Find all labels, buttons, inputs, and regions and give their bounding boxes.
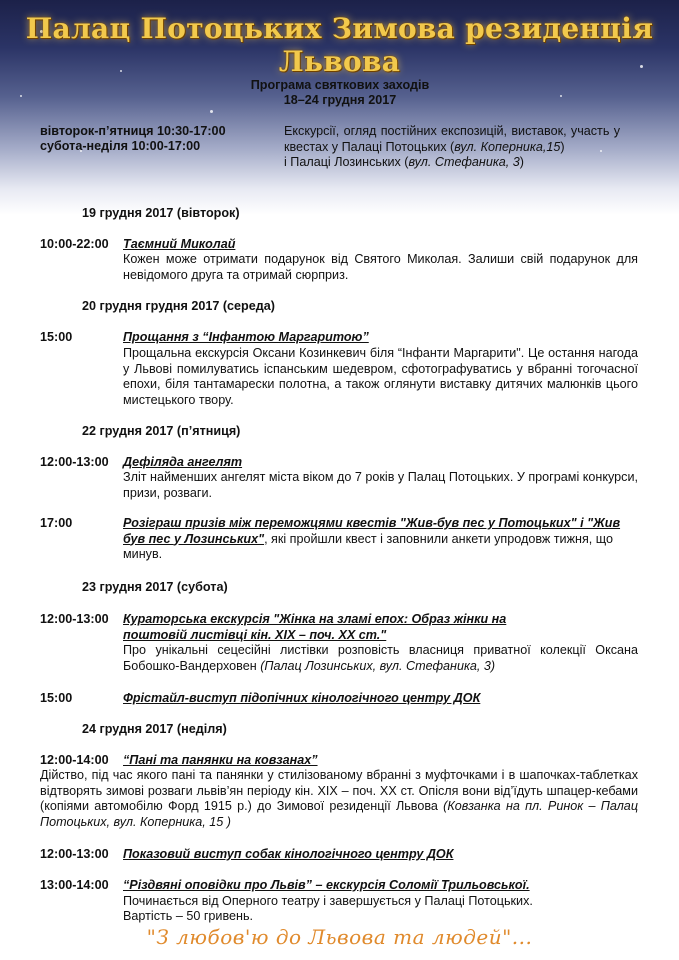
event-time: 15:00 <box>40 691 73 705</box>
event-title: “Різдвяні оповідки про Львів” – екскурсія Соломії Трильовської. <box>123 878 530 892</box>
day-heading: 23 грудня 2017 (субота) <box>82 580 228 594</box>
page-title: Палац Потоцьких Зимова резиденція Львова <box>25 12 654 78</box>
snowflake-icon <box>210 110 213 113</box>
event-block <box>123 612 638 674</box>
program-dates: 18–24 грудня 2017 <box>283 93 397 107</box>
program-title: Програма святкових заходів <box>250 78 430 92</box>
event-time: 12:00-13:00 <box>40 847 109 861</box>
event-time: 12:00-13:00 <box>40 612 109 626</box>
hours-weekdays: вівторок-п’ятниця 10:30-17:00 <box>40 124 226 138</box>
day-heading: 24 грудня 2017 (неділя) <box>82 722 227 736</box>
event-description: , які пройшли квест і заповнили анкети упродовж тижня, що минув. <box>123 531 614 561</box>
event-time: 10:00-22:00 <box>40 237 109 251</box>
event-address: (Палац Лозинських, вул. Стефаника, 3) <box>260 658 496 673</box>
event-title: Кураторська екскурсія "Жінка на зламі епох: Образ жінки на поштовій листівці кін. XIX – поч. XX ст." <box>123 612 507 642</box>
event-time: 12:00-14:00 <box>40 753 109 767</box>
day-heading: 22 грудня 2017 (п’ятниця) <box>82 424 241 438</box>
hours-weekend: субота-неділя 10:00-17:00 <box>40 139 201 153</box>
event-title: Таємний Миколай <box>123 237 236 251</box>
day-heading: 19 грудня 2017 (вівторок) <box>82 206 240 220</box>
event-title: Фрістайл-виступ підопічних кінологічного центру ДОК <box>123 691 481 705</box>
event-address: (Ковзанка на пл. Ринок – Палац Потоцьких, вул. Коперника, 15 ) <box>40 799 639 829</box>
snowflake-icon <box>20 95 22 97</box>
event-time: 15:00 <box>40 330 73 344</box>
event-title: Показовий виступ собак кінологічного центру ДОК <box>123 847 454 861</box>
event-title: Прощання з “Інфантою Маргаритою” <box>123 330 369 344</box>
intro-text: Екскурсії, огляд постійних експозицій, виставок, участь у квестах у Палаці Потоцьких (вул. Коперника,15) і Палаці Лозинських (вул. Стефаника, 3) <box>284 124 620 169</box>
event-time: 12:00-13:00 <box>40 455 109 469</box>
event-description: Кожен може отримати подарунок від Святого Миколая. Залиши свій подарунок для невідомого друга та отримай сюрприз. <box>123 252 638 282</box>
event-block <box>123 516 638 563</box>
event-title: Розіграш призів між переможцями квестів "Жив-був пес у Потоцьких" і "Жив був пес у Лозинських" <box>123 516 621 546</box>
event-description: Прощальна екскурсія Оксани Козинкевич біля “Інфанти Маргарити". Це остання нагода у Львові помилуватись іспанським шедевром, сфотографуватись у вбранні тогочасної епохи, біля тантамарески полотна, а також оглянути виставку дитячих малюнків цього мистецького твору. <box>123 346 638 407</box>
event-time: 13:00-14:00 <box>40 878 109 892</box>
snowflake-icon <box>560 95 562 97</box>
event-title: “Пані та панянки на ковзанах” <box>123 753 318 767</box>
event-block <box>123 878 638 925</box>
event-block <box>40 768 638 830</box>
address-lozynski: вул. Стефаника, 3 <box>408 155 520 169</box>
event-price: Вартість – 50 гривень. <box>123 909 254 923</box>
footer-slogan: "З любов'ю до Львова та людей"... <box>146 925 533 949</box>
event-title: Дефіляда ангелят <box>123 455 243 469</box>
day-heading: 20 грудня грудня 2017 (середа) <box>82 299 275 313</box>
event-description: Починається від Оперного театру і завершується у Палаці Потоцьких. <box>123 893 533 908</box>
event-description: Зліт найменших ангелят міста віком до 7 років у Палац Потоцьких. У програмі конкурси, призи, розваги. <box>123 470 638 500</box>
event-description: Дійство, під час якого пані та панянки у стилізованому вбранні з муфточками і в шапочках-таблетках відтворять зимові розваги львів’ян періоду кін. XIX – поч. XX ст. Опісля вони від’їдуть шпацер-кебами (копіями автомобілю Форд 1915 р.) до Зимової резиденції Львова <box>40 768 638 813</box>
address-potocki: вул. Коперника,15 <box>454 139 561 154</box>
event-time: 17:00 <box>40 516 73 530</box>
event-description: Про унікальні сецесійні листівки розповість власниця приватної колекції Оксана Бобошко-Вандерховен <box>123 643 638 673</box>
